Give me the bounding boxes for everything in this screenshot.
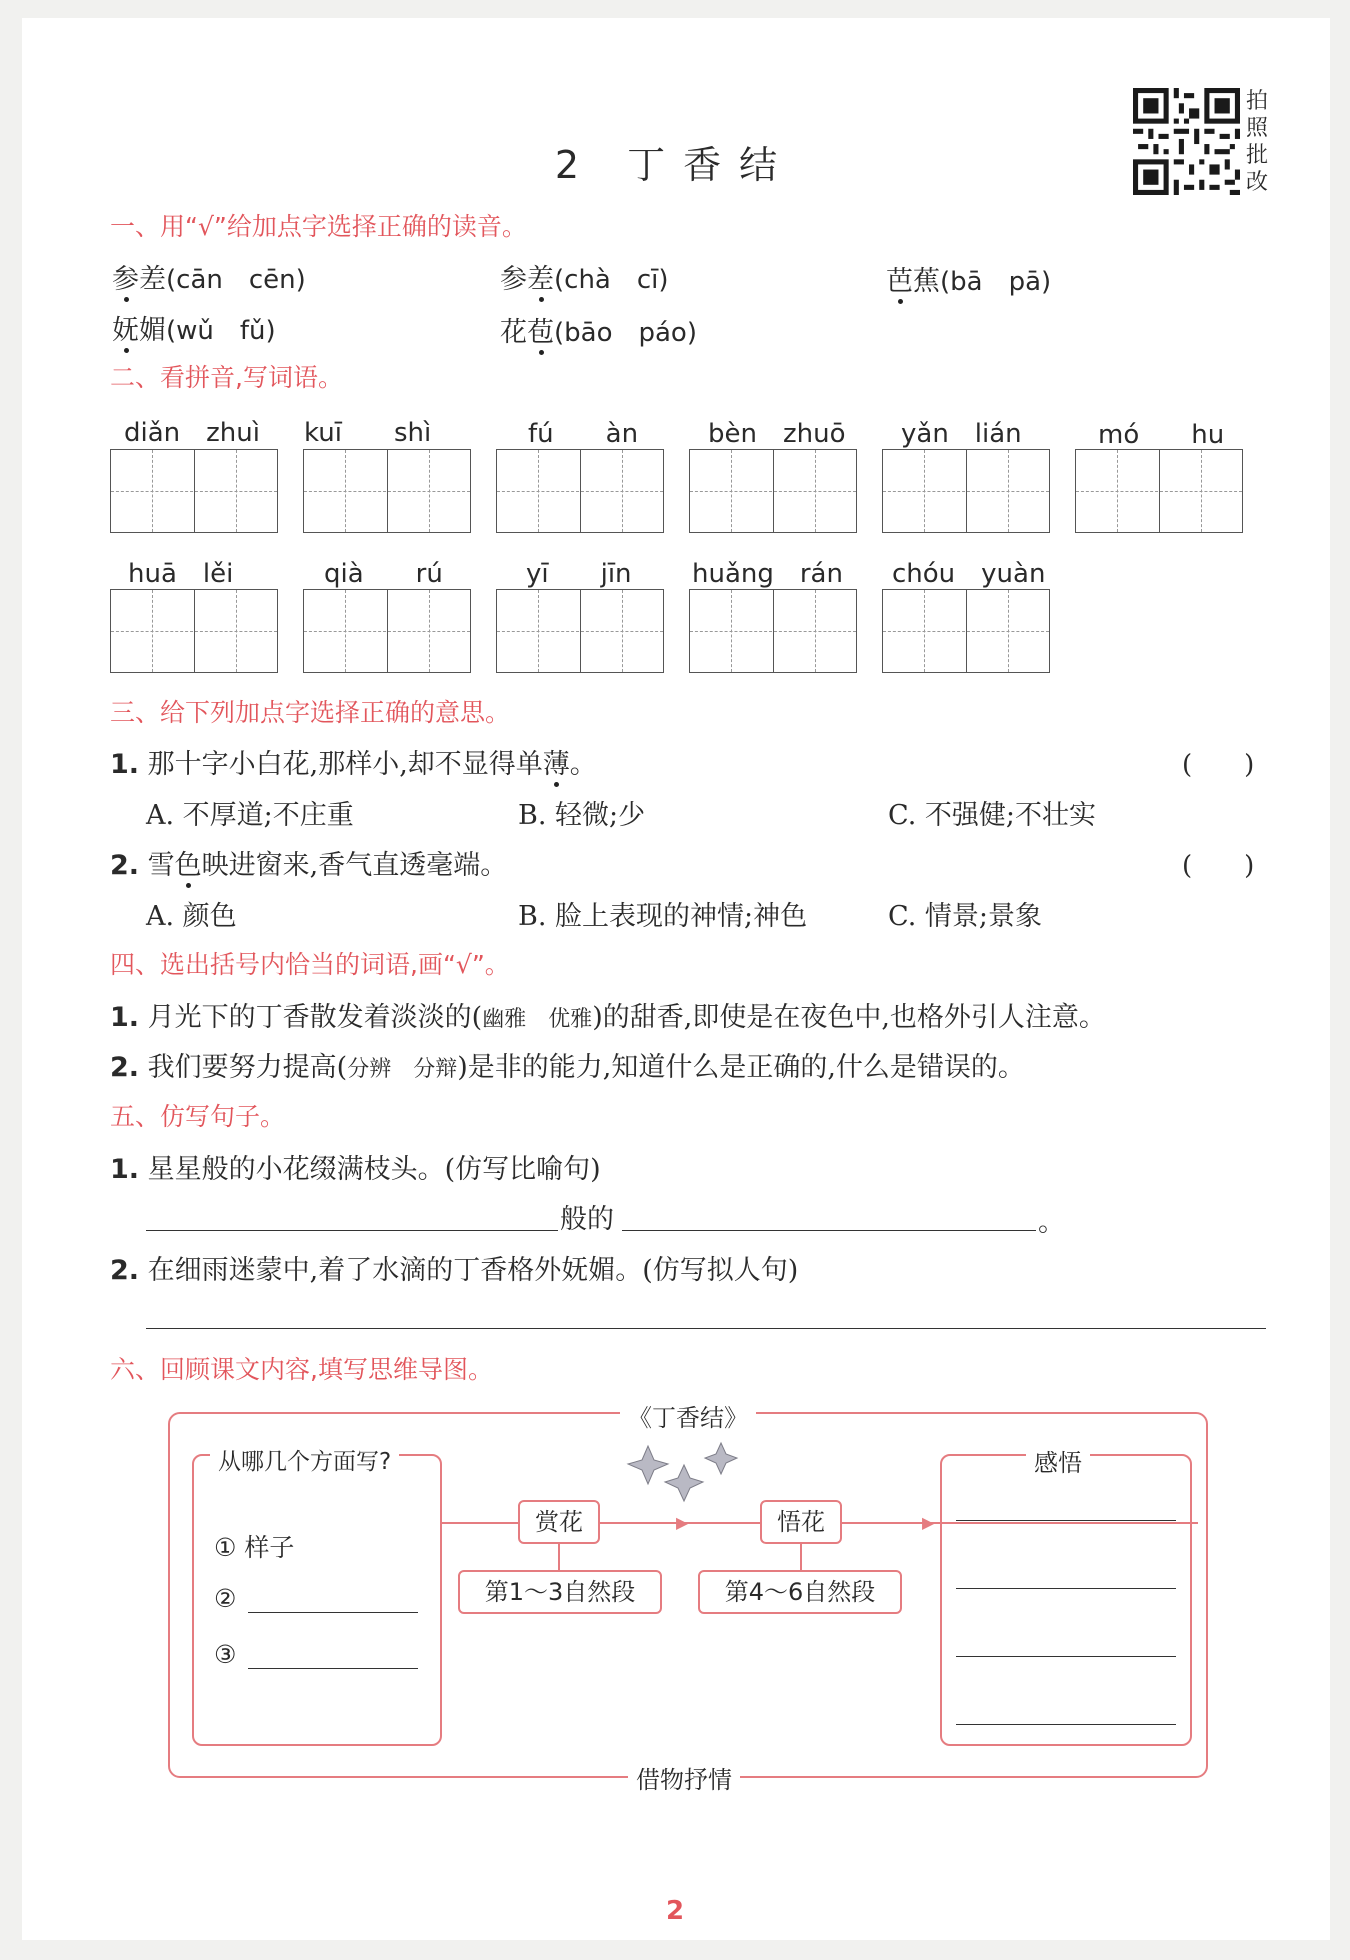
- paragraphs-4-6-node: 第4～6自然段: [698, 1570, 902, 1614]
- s3-q1-option-c[interactable]: C. 不强健;不壮实: [888, 800, 1096, 831]
- section-4-heading: 四、选出括号内恰当的词语,画“√”。: [110, 950, 510, 979]
- writing-box[interactable]: [689, 589, 857, 673]
- aspects-question: 从哪几个方面写?: [210, 1443, 399, 1476]
- pinyin-3: fú àn: [528, 419, 639, 449]
- pinyin-2: kuī shì: [304, 418, 432, 448]
- pinyin-1: diǎn zhuì: [124, 418, 260, 448]
- pinyin-7: huā lěi: [128, 559, 234, 589]
- connector: [800, 1544, 802, 1570]
- aspect-1: ① 样子: [214, 1533, 295, 1562]
- section-5-heading: 五、仿写句子。: [110, 1102, 286, 1131]
- s4-item-1: 1. 月光下的丁香散发着淡淡的(幽雅 优雅)的甜香,即使是在夜色中,也格外引人注意。: [110, 1002, 1106, 1033]
- s3-q2-option-b[interactable]: B. 脸上表现的神情;神色: [518, 901, 808, 932]
- writing-box[interactable]: [110, 589, 278, 673]
- pinyin-8: qià rú: [324, 559, 443, 589]
- s5-item-1: 1. 星星般的小花缀满枝头。(仿写比喻句): [110, 1154, 601, 1185]
- writing-box[interactable]: [689, 449, 857, 533]
- s3-q1-option-b[interactable]: B. 轻微;少: [518, 800, 646, 831]
- writing-box[interactable]: [882, 589, 1050, 673]
- section-1-heading: 一、用“√”给加点字选择正确的读音。: [110, 212, 527, 241]
- pinyin-4: bèn zhuō: [708, 419, 846, 449]
- pinyin-9: yī jīn: [526, 559, 632, 589]
- s3-q2-option-a[interactable]: A. 颜色: [146, 901, 237, 932]
- writing-box[interactable]: [882, 449, 1050, 533]
- lilac-flowers-icon: [622, 1440, 742, 1510]
- s5-fill-connector: 般的: [560, 1204, 614, 1235]
- s1-item-1: 参差(cān cēn): [112, 264, 306, 295]
- s3-question-2: 2. 雪色映进窗来,香气直透毫端。: [110, 850, 508, 881]
- understand-flowers-node: 悟花: [760, 1500, 842, 1544]
- insight-line[interactable]: [956, 1520, 1176, 1521]
- s1-item-4: 妩媚(wǔ fǔ): [112, 315, 276, 346]
- page-title: 2 丁香结: [554, 143, 796, 187]
- s1-item-2: 参差(chà cī): [500, 264, 669, 295]
- writing-box[interactable]: [1075, 449, 1243, 533]
- writing-box[interactable]: [110, 449, 278, 533]
- s3-q2-option-c[interactable]: C. 情景;景象: [888, 901, 1042, 932]
- writing-box[interactable]: [496, 589, 664, 673]
- pinyin-6: mó hu: [1098, 420, 1225, 450]
- answer-parentheses[interactable]: ( ): [1182, 851, 1255, 881]
- section-2-heading: 二、看拼音,写词语。: [110, 363, 343, 392]
- connector: [558, 1544, 560, 1570]
- section-3-heading: 三、给下列加点字选择正确的意思。: [110, 698, 511, 727]
- aspect-2-line[interactable]: [248, 1612, 418, 1613]
- paragraphs-1-3-node: 第1～3自然段: [458, 1570, 662, 1614]
- pinyin-11: chóu yuàn: [892, 559, 1046, 589]
- answer-line[interactable]: [622, 1230, 1036, 1231]
- writing-box[interactable]: [303, 589, 471, 673]
- aspect-3-mark: ③: [214, 1640, 237, 1669]
- arrow-head-icon: ▶: [676, 1513, 689, 1532]
- s3-q1-option-a[interactable]: A. 不厚道;不庄重: [146, 800, 354, 831]
- insight-line[interactable]: [956, 1656, 1176, 1657]
- qr-code-icon[interactable]: [1133, 88, 1240, 195]
- insight-line[interactable]: [956, 1588, 1176, 1589]
- answer-line[interactable]: [146, 1230, 558, 1231]
- insight-line[interactable]: [956, 1724, 1176, 1725]
- s1-item-3: 芭蕉(bā pā): [886, 266, 1052, 297]
- aspect-2-mark: ②: [214, 1584, 237, 1613]
- s4-item-2: 2. 我们要努力提高(分辨 分辩)是非的能力,知道什么是正确的,什么是错误的。: [110, 1052, 1025, 1083]
- s1-item-5: 花苞(bāo páo): [500, 317, 697, 348]
- writing-box[interactable]: [303, 449, 471, 533]
- s5-item-2: 2. 在细雨迷蒙中,着了水滴的丁香格外妩媚。(仿写拟人句): [110, 1255, 799, 1286]
- insight-label: 感悟: [1026, 1443, 1090, 1478]
- page-number: 2: [665, 1896, 685, 1926]
- writing-box[interactable]: [496, 449, 664, 533]
- pinyin-10: huǎng rán: [692, 559, 843, 589]
- insight-box: [940, 1454, 1192, 1746]
- mind-map-title: 《丁香结》: [620, 1398, 756, 1433]
- appreciate-flowers-node: 赏花: [518, 1500, 600, 1544]
- s3-question-1: 1. 那十字小白花,那样小,却不显得单薄。: [110, 749, 597, 780]
- mind-map-theme: 借物抒情: [628, 1760, 740, 1795]
- arrow-head-icon: ▶: [922, 1513, 935, 1532]
- answer-line[interactable]: [146, 1328, 1266, 1329]
- s5-fill-end: 。: [1038, 1207, 1065, 1238]
- scan-to-grade-label: 拍照批改: [1246, 89, 1269, 195]
- section-6-heading: 六、回顾课文内容,填写思维导图。: [110, 1355, 493, 1384]
- aspect-3-line[interactable]: [248, 1668, 418, 1669]
- pinyin-5: yǎn lián: [901, 419, 1022, 449]
- answer-parentheses[interactable]: ( ): [1182, 750, 1255, 780]
